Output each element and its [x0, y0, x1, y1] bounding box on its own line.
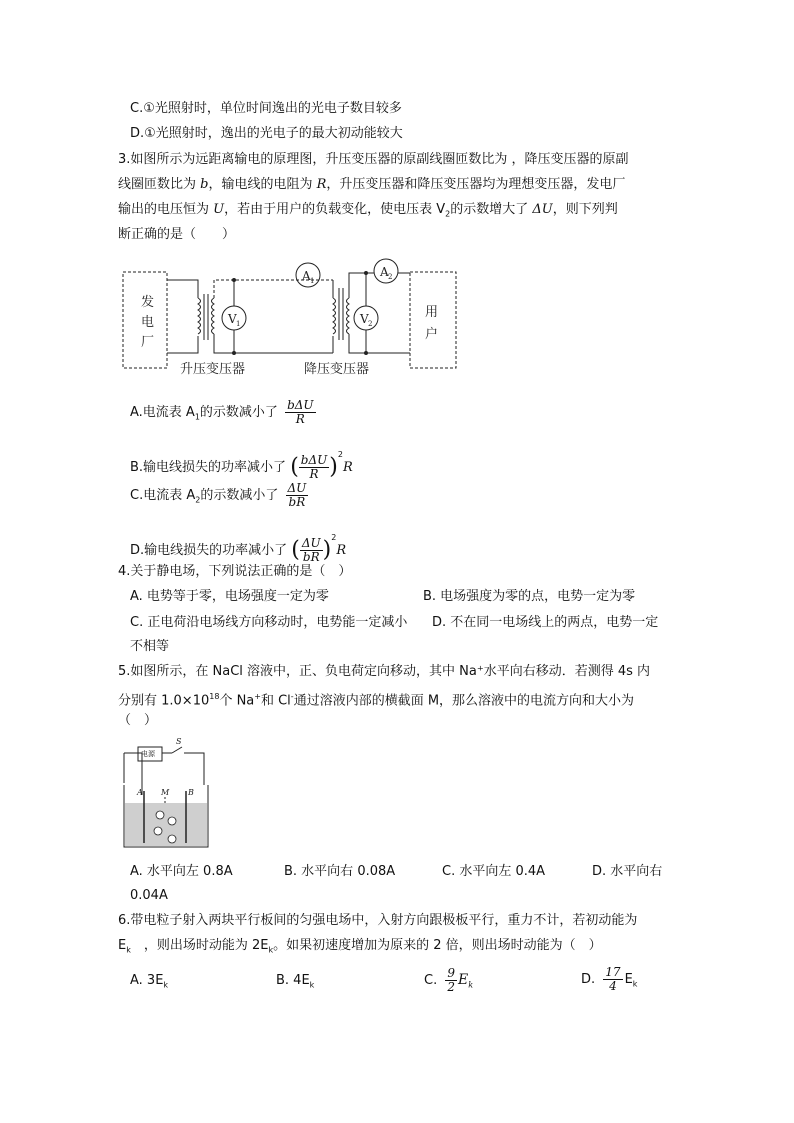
a2-sub: 2: [388, 273, 393, 281]
q2-option-d: D.①光照射时，逸出的光电子的最大初动能较大: [130, 126, 403, 141]
section-m-label: M: [161, 788, 170, 797]
generator-label-2: 电: [141, 315, 155, 330]
q4-option-b: B. 电场强度为零的点，电势一定为零: [423, 589, 636, 604]
user-box: [410, 272, 456, 368]
generator-label-3: 厂: [141, 335, 155, 350]
q5-stem-line2: 分别有 $1.0\times 10^{18}$个 Na+和 Cl-通过溶液内部的横截面 M，那么溶液中的电流方向和大小为: [118, 692, 635, 709]
q5-option-b: B. 水平向右 0.08A: [284, 864, 396, 879]
q5-option-c: C. 水平向左 0.4A: [442, 864, 546, 879]
q5-option-a: A. 水平向左 0.8A: [130, 864, 233, 879]
v1-sub: 1: [236, 320, 241, 328]
switch-label: S: [176, 737, 182, 746]
q3-option-b: B.输电线损失的功率减小了 ( $\frac{\text{bΔU}}{R}$ )$^2$R: [130, 450, 353, 481]
v2-sub: 2: [368, 320, 373, 328]
q3-stem-line1: 3.如图所示为远距离输电的原理图，升压变压器的原副线圈匝数比为 ，降压变压器的原副: [118, 152, 629, 167]
q3-stem-line2: 线圈匝数比为 b，输电线的电阻为 R，升压变压器和降压变压器均为理想变压器，发电厂: [118, 177, 626, 192]
step-down-label: 降压变压器: [304, 362, 370, 377]
q6-stem-line2: $E_k$ ，则出场时动能为 $2E_k$。如果初速度增加为原来的 2 倍，则出场时动能为（ ）: [118, 938, 602, 955]
q2-option-c: C.①光照射时，单位时间逸出的光电子数目较多: [130, 101, 402, 116]
power-transmission-diagram: [118, 258, 463, 383]
q6-option-a: A. $3E_k$: [130, 973, 169, 990]
v2-letter: V: [360, 312, 369, 326]
q3-stem-line4: 断正确的是（ ）: [118, 227, 236, 242]
electrode-b-label: B: [188, 788, 194, 797]
q3-stem-line3: 输出的电压恒为 U，若由于用户的负载变化，使电压表 $V_2$的示数增大了 ΔU，则下列判: [118, 202, 618, 219]
electrolysis-diagram: [120, 735, 212, 855]
user-label-1: 用: [425, 305, 439, 320]
q5-stem-line1: 5.如图所示，在 NaCl 溶液中，正、负电荷定向移动，其中 Na⁺水平向右移动．若测得 4s 内: [118, 664, 651, 679]
q4-option-c: C. 正电荷沿电场线方向移动时，电势能一定减小: [130, 615, 408, 630]
q4-option-d-cont: 不相等: [130, 639, 170, 654]
q6-option-c: C. $\frac{9}{2}$ $E_k$: [424, 966, 474, 994]
generator-label-1: 发: [141, 295, 155, 310]
a1-sub: 1: [310, 277, 315, 285]
q6-option-b: B. $4E_k$: [276, 973, 315, 990]
q3-option-c: C.电流表 $A_2$的示数减小了 $\frac{\Delta U}{bR}$: [130, 481, 307, 509]
q5-option-d-cont: 0.04A: [130, 888, 168, 903]
a1-letter: A: [302, 269, 311, 283]
user-label-2: 户: [425, 327, 439, 342]
q6-option-d: D. $\frac{17}{4}$ $E_k$: [581, 965, 638, 993]
q6-stem-line1: 6.带电粒子射入两块平行板间的匀强电场中，入射方向跟极板平行，重力不计，若初动能为: [118, 913, 638, 928]
q3-option-d: D.输电线损失的功率减小了 ( $\frac{\Delta U}{bR}$ )$^2$R: [130, 533, 347, 564]
q5-option-d: D. 水平向右: [592, 864, 663, 879]
v1-letter: V: [228, 312, 237, 326]
power-label: 电源: [141, 750, 155, 758]
q4-stem: 4.关于静电场，下列说法正确的是（ ）: [118, 564, 352, 579]
q4-option-a: A. 电势等于零，电场强度一定为零: [130, 589, 329, 604]
q3-option-a: A.电流表 $A_1$的示数减小了 $\frac{\text{bΔU}}{R}$: [130, 398, 314, 426]
q4-option-d: D. 不在同一电场线上的两点，电势一定: [432, 615, 659, 630]
q5-stem-line3: （ ）: [118, 713, 158, 728]
electrode-a-label: A: [137, 788, 143, 797]
a2-letter: A: [380, 265, 389, 279]
step-up-label: 升压变压器: [180, 362, 246, 377]
